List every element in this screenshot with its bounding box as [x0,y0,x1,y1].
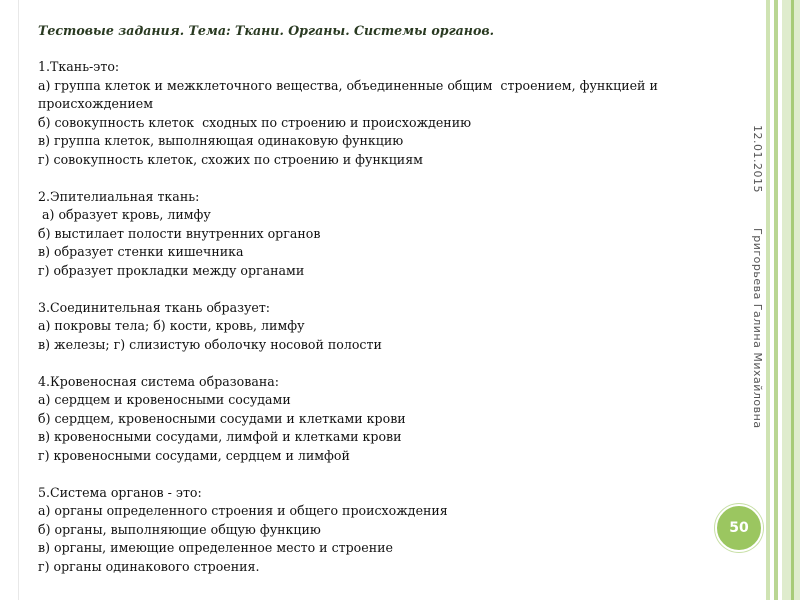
slide-title: Тестовые задания. Тема: Ткани. Органы. Системы органов. [38,23,495,38]
answer-option: а) покровы тела; б) кости, кровь, лимфу [38,318,305,333]
answer-option: а) сердцем и кровеносными сосудами [38,392,291,407]
question-text: 1.Ткань-это: [38,59,120,74]
question-text: 4.Кровеносная система образована: [38,373,279,389]
answer-option: в) образует стенки кишечника [38,244,244,259]
slide-author: Григорьева Галина Михайловна [751,228,764,429]
right-decor-stripe [774,0,778,600]
page-number-badge: 50 [715,504,763,552]
right-decor-stripe [766,0,770,600]
answer-option: б) органы, выполняющие общую функцию [38,521,321,537]
slide-date: 12.01.2015 [751,125,764,193]
answer-option: б) выстилает полости внутренних органов [38,225,321,241]
answer-option: в) железы; г) слизистую оболочку носовой полости [38,336,382,352]
answer-option: а) группа клеток и межклеточного вещества, объединенные общим строением, функцией и [38,77,658,93]
answer-option: в) кровеносными сосудами, лимфой и клетками крови [38,429,402,444]
question-2 [38,188,728,281]
answer-option: а) органы определенного строения и общего происхождения [38,503,448,518]
answer-option: г) совокупность клеток, схожих по строению и функциям [38,151,423,167]
question-3 [38,299,728,355]
answer-option: г) образует прокладки между органами [38,262,305,278]
answer-option: а) образует кровь, лимфу [38,207,211,222]
slide-content [38,22,728,595]
right-decor-stripe [791,0,794,600]
answer-option: г) кровеносными сосудами, сердцем и лимфой [38,447,350,463]
answer-option: г) органы одинакового строения. [38,558,260,574]
question-text: 3.Соединительная ткань образует: [38,299,271,315]
answer-option: в) органы, имеющие определенное место и строение [38,540,393,555]
question-5 [38,484,728,577]
question-1 [38,58,728,169]
question-text: 5.Система органов - это: [38,484,202,500]
question-4 [38,373,728,466]
question-text: 2.Эпителиальная ткань: [38,188,200,204]
answer-option: происхождением [38,96,153,111]
answer-option: в) группа клеток, выполняющая одинаковую функцию [38,133,404,148]
answer-option: б) совокупность клеток сходных по строению и происхождению [38,114,472,130]
left-border-line [18,0,19,600]
answer-option: б) сердцем, кровеносными сосудами и клетками крови [38,410,406,426]
